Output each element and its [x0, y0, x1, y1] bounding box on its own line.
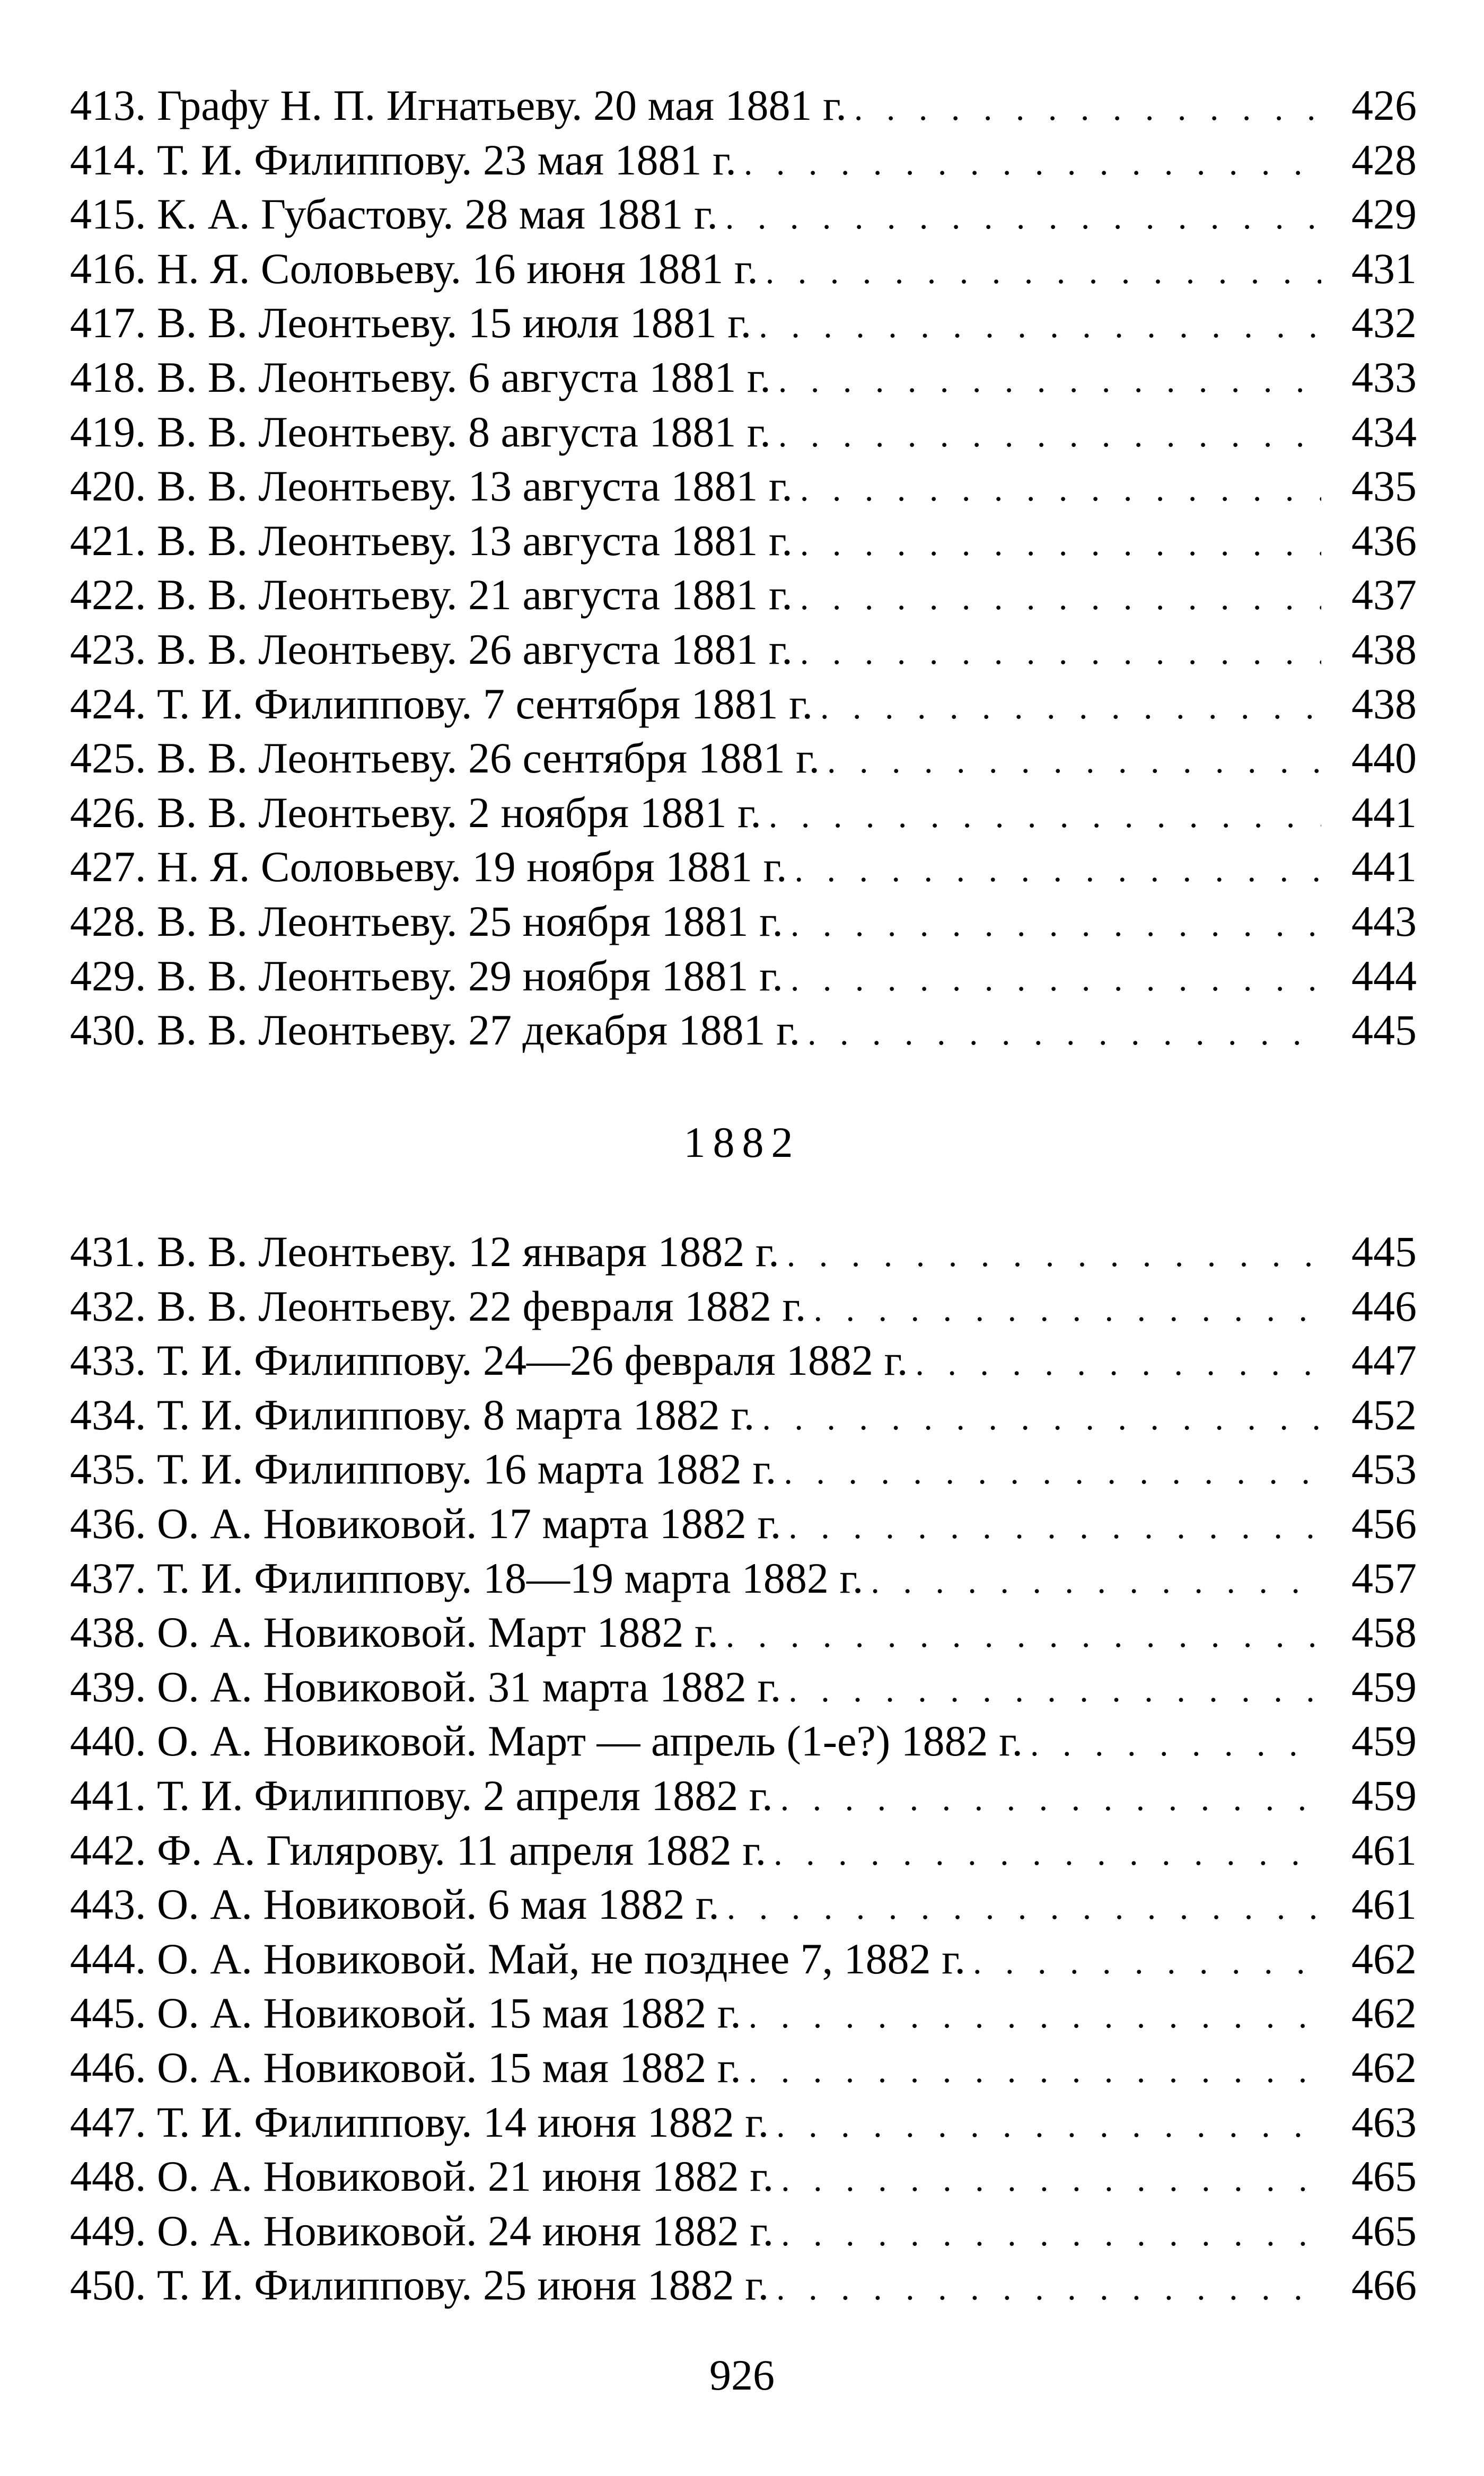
entry-title: 442. Ф. А. Гилярову. 11 апреля 1882 г. [70, 1825, 767, 1874]
toc-entry [70, 78, 1417, 133]
dot-leader [776, 2261, 1321, 2316]
entry-title: 425. В. В. Леонтьеву. 26 сентября 1881 г. [70, 734, 820, 783]
dot-leader [759, 299, 1321, 354]
entry-title: 432. В. В. Леонтьеву. 22 февраля 1882 г. [70, 1281, 806, 1330]
toc-entry [70, 622, 1417, 677]
toc-entry [70, 1932, 1417, 1987]
dot-leader [726, 1609, 1321, 1663]
entry-title: 415. К. А. Губастову. 28 мая 1881 г. [70, 190, 718, 239]
entry-page-number: 459 [1351, 1662, 1417, 1711]
toc-entry [70, 1003, 1417, 1058]
toc-entry [70, 786, 1417, 840]
dot-leader [778, 354, 1321, 408]
entry-page-number: 431 [1351, 244, 1417, 293]
dot-leader [827, 734, 1321, 789]
dot-leader [800, 462, 1321, 517]
entry-page-number: 463 [1351, 2097, 1417, 2146]
dot-leader [813, 1283, 1321, 1337]
entry-page-number: 447 [1351, 1336, 1417, 1385]
entry-title: 444. О. А. Новиковой. Май, не позднее 7, 1882 г. [70, 1934, 966, 1983]
toc-entry [70, 1769, 1417, 1823]
dot-leader [820, 680, 1321, 735]
entry-title: 420. В. В. Леонтьеву. 13 августа 1881 г. [70, 462, 793, 511]
toc-entry [70, 2149, 1417, 2204]
toc-entry [70, 1551, 1417, 1606]
dot-leader [788, 1500, 1321, 1555]
entry-title: 447. Т. И. Филиппову. 14 июня 1882 г. [70, 2097, 769, 2146]
entry-page-number: 461 [1351, 1825, 1417, 1874]
dot-leader [807, 1006, 1321, 1061]
entry-title: 419. В. В. Леонтьеву. 8 августа 1881 г. [70, 407, 771, 456]
entry-title: 438. О. А. Новиковой. Март 1882 г. [70, 1608, 718, 1657]
entry-title: 441. Т. И. Филиппову. 2 апреля 1882 г. [70, 1771, 773, 1820]
entry-title: 449. О. А. Новиковой. 24 июня 1882 г. [70, 2206, 774, 2255]
dot-leader [795, 843, 1321, 898]
entry-title: 445. О. А. Новиковой. 15 мая 1882 г. [70, 1989, 741, 2038]
entry-title: 426. В. В. Леонтьеву. 2 ноября 1881 г. [70, 788, 761, 837]
toc-entry [70, 350, 1417, 405]
toc-entry [70, 2095, 1417, 2150]
dot-leader [749, 2044, 1321, 2099]
dot-leader [780, 1772, 1321, 1827]
entry-page-number: 440 [1351, 734, 1417, 783]
toc-entry [70, 949, 1417, 1004]
entry-page-number: 465 [1351, 2152, 1417, 2201]
toc-entry [70, 514, 1417, 568]
entry-title: 431. В. В. Леонтьеву. 12 января 1882 г. [70, 1227, 779, 1276]
toc-entry [70, 2204, 1417, 2259]
entry-page-number: 466 [1351, 2261, 1417, 2310]
dot-leader [973, 1935, 1321, 1990]
entry-title: 424. Т. И. Филиппову. 7 сентября 1881 г. [70, 679, 813, 728]
dot-leader [781, 2153, 1321, 2207]
entry-page-number: 459 [1351, 1771, 1417, 1820]
toc-entry [70, 459, 1417, 514]
entry-title: 414. Т. И. Филиппову. 23 мая 1881 г. [70, 135, 736, 184]
toc-entry [70, 296, 1417, 350]
dot-leader [762, 1391, 1321, 1446]
toc-entry [70, 677, 1417, 732]
entry-title: 435. Т. И. Филиппову. 16 марта 1882 г. [70, 1445, 777, 1494]
toc-entry [70, 1823, 1417, 1878]
dot-leader [791, 898, 1321, 952]
toc-entry [70, 1225, 1417, 1279]
entry-page-number: 453 [1351, 1445, 1417, 1494]
dot-leader [769, 789, 1321, 844]
entry-page-number: 461 [1351, 1880, 1417, 1929]
entry-title: 446. О. А. Новиковой. 15 мая 1882 г. [70, 2043, 741, 2092]
entry-page-number: 462 [1351, 1989, 1417, 2038]
toc-entry [70, 1279, 1417, 1334]
entry-page-number: 438 [1351, 679, 1417, 728]
entry-title: 423. В. В. Леонтьеву. 26 августа 1881 г. [70, 625, 793, 673]
entry-page-number: 462 [1351, 2043, 1417, 2092]
entry-page-number: 443 [1351, 897, 1417, 945]
dot-leader [774, 1827, 1321, 1881]
dot-leader [749, 1989, 1321, 2044]
entry-title: 434. Т. И. Филиппову. 8 марта 1882 г. [70, 1390, 755, 1439]
entry-page-number: 426 [1351, 81, 1417, 129]
entry-page-number: 432 [1351, 298, 1417, 347]
toc-entry [70, 894, 1417, 949]
toc-entry [70, 1877, 1417, 1932]
entry-page-number: 441 [1351, 842, 1417, 891]
dot-leader [784, 1445, 1321, 1500]
dot-leader [871, 1555, 1321, 1609]
entry-page-number: 458 [1351, 1608, 1417, 1657]
entry-page-number: 428 [1351, 135, 1417, 184]
entry-title: 436. О. А. Новиковой. 17 марта 1882 г. [70, 1499, 781, 1548]
entry-title: 439. О. А. Новиковой. 31 марта 1882 г. [70, 1662, 781, 1711]
entry-page-number: 441 [1351, 788, 1417, 837]
entry-page-number: 446 [1351, 1281, 1417, 1330]
entry-title: 443. О. А. Новиковой. 6 мая 1882 г. [70, 1880, 719, 1929]
entry-title: 422. В. В. Леонтьеву. 21 августа 1881 г. [70, 570, 793, 619]
entry-title: 450. Т. И. Филиппову. 25 июня 1882 г. [70, 2261, 769, 2310]
dot-leader [781, 2207, 1321, 2262]
toc-entry [70, 1660, 1417, 1715]
entry-page-number: 465 [1351, 2206, 1417, 2255]
entry-page-number: 445 [1351, 1006, 1417, 1055]
dot-leader [788, 1663, 1321, 1718]
toc-entry [70, 242, 1417, 296]
page-number: 926 [709, 2351, 775, 2399]
entry-page-number: 434 [1351, 407, 1417, 456]
dot-leader [915, 1337, 1321, 1391]
entry-title: 421. В. В. Леонтьеву. 13 августа 1881 г. [70, 516, 793, 565]
entry-page-number: 429 [1351, 190, 1417, 239]
dot-leader [766, 245, 1321, 300]
dot-leader [776, 2099, 1321, 2153]
toc-section-1882 [70, 1225, 1417, 2313]
toc-entry [70, 568, 1417, 622]
entry-title: 417. В. В. Леонтьеву. 15 июля 1881 г. [70, 298, 752, 347]
toc-entry [70, 405, 1417, 460]
toc-entry [70, 1986, 1417, 2041]
entry-page-number: 459 [1351, 1717, 1417, 1766]
dot-leader [744, 136, 1321, 191]
entry-title: 430. В. В. Леонтьеву. 27 декабря 1881 г. [70, 1006, 800, 1055]
toc-entry [70, 731, 1417, 786]
entry-page-number: 436 [1351, 516, 1417, 565]
dot-leader [1030, 1717, 1321, 1772]
entry-title: 433. Т. И. Филиппову. 24—26 февраля 1882 г. [70, 1336, 908, 1385]
dot-leader [800, 571, 1321, 626]
entry-page-number: 457 [1351, 1553, 1417, 1602]
toc-entry [70, 187, 1417, 242]
entry-page-number: 444 [1351, 951, 1417, 1000]
entry-page-number: 462 [1351, 1934, 1417, 1983]
dot-leader [778, 408, 1321, 463]
toc-entry [70, 1714, 1417, 1769]
toc-entry [70, 133, 1417, 188]
entry-title: 448. О. А. Новиковой. 21 июня 1882 г. [70, 2152, 774, 2201]
entry-title: 437. Т. И. Филиппову. 18—19 марта 1882 г. [70, 1553, 864, 1602]
dot-leader [727, 1881, 1321, 1935]
entry-title: 427. Н. Я. Соловьеву. 19 ноября 1881 г. [70, 842, 787, 891]
entry-title: 428. В. В. Леонтьеву. 25 ноября 1881 г. [70, 897, 783, 945]
entry-page-number: 438 [1351, 625, 1417, 673]
entry-title: 416. Н. Я. Соловьеву. 16 июня 1881 г. [70, 244, 758, 293]
entry-page-number: 433 [1351, 353, 1417, 401]
toc-entry [70, 2041, 1417, 2095]
entry-title: 440. О. А. Новиковой. Март — апрель (1-е?) 1882 г. [70, 1717, 1023, 1766]
toc-entry [70, 1605, 1417, 1660]
toc-entry [70, 1333, 1417, 1388]
toc-section-1881 [70, 78, 1417, 1058]
dot-leader [800, 626, 1321, 680]
dot-leader [787, 1228, 1321, 1283]
entry-page-number: 435 [1351, 462, 1417, 511]
toc-entry [70, 1497, 1417, 1551]
toc-entry [70, 1388, 1417, 1443]
toc-entry [70, 840, 1417, 894]
entry-page-number: 445 [1351, 1227, 1417, 1276]
entry-title: 413. Графу Н. П. Игнатьеву. 20 мая 1881 г. [70, 81, 847, 129]
entry-page-number: 452 [1351, 1390, 1417, 1439]
entry-page-number: 437 [1351, 570, 1417, 619]
dot-leader [791, 952, 1321, 1007]
toc-entry [70, 2258, 1417, 2313]
entry-title: 429. В. В. Леонтьеву. 29 ноября 1881 г. [70, 951, 783, 1000]
dot-leader [854, 82, 1321, 136]
entry-page-number: 456 [1351, 1499, 1417, 1548]
toc-entry [70, 1442, 1417, 1497]
dot-leader [725, 190, 1321, 245]
dot-leader [800, 517, 1321, 572]
year-heading: 1882 [683, 1118, 801, 1166]
entry-title: 418. В. В. Леонтьеву. 6 августа 1881 г. [70, 353, 771, 401]
